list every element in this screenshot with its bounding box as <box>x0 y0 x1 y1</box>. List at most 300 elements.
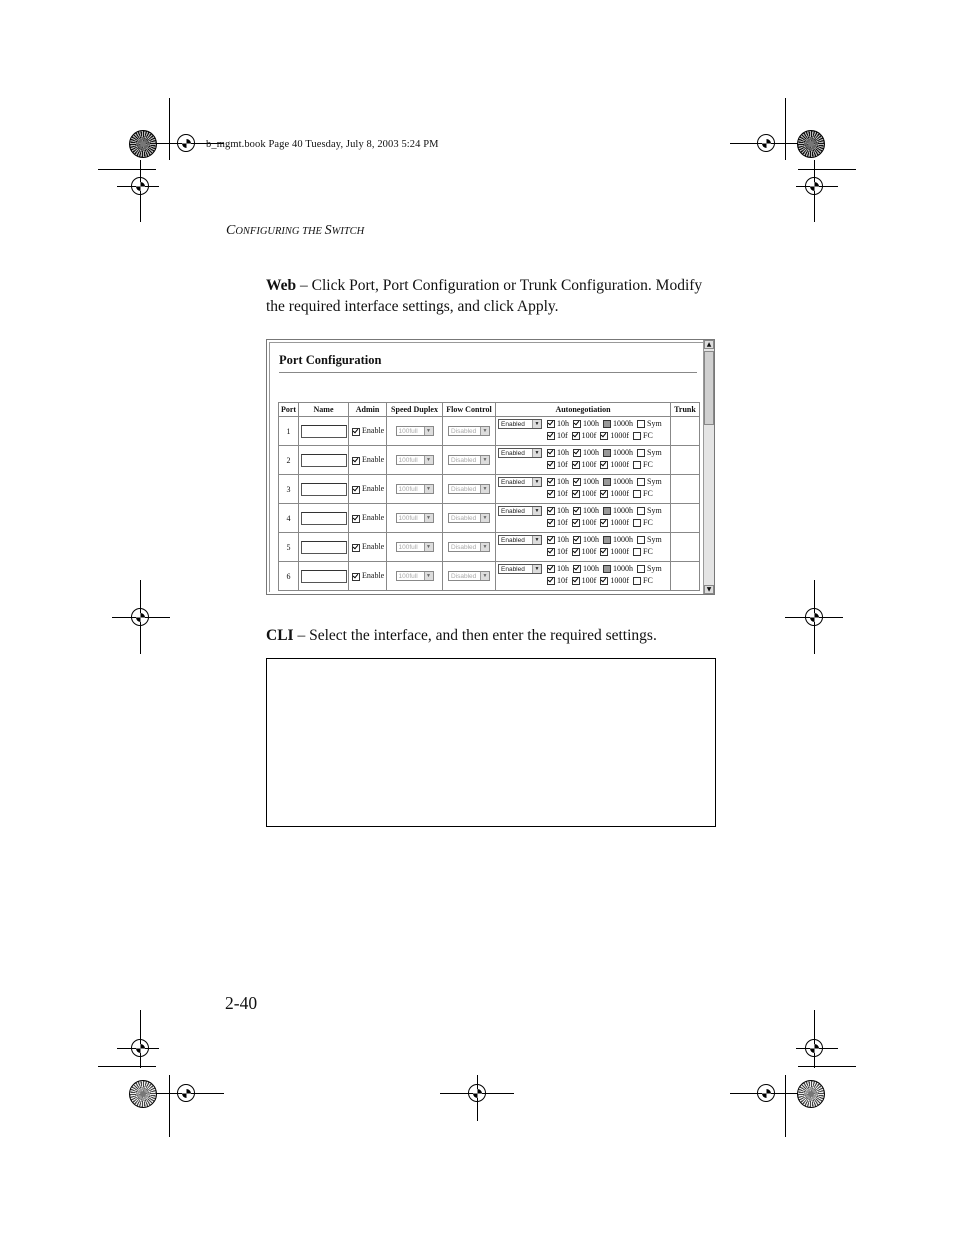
port-name-input[interactable] <box>301 425 347 438</box>
checkbox-icon[interactable] <box>547 577 555 585</box>
capability-label: 1000f <box>610 546 630 556</box>
checkbox-icon[interactable] <box>547 432 555 440</box>
checkbox-icon[interactable] <box>573 420 581 428</box>
capability-label: 10f <box>557 430 568 440</box>
speed-duplex-select[interactable] <box>396 455 434 465</box>
chevron-down-icon[interactable]: ▼ <box>424 543 433 551</box>
capability-option[interactable] <box>573 476 599 488</box>
capability-label: 100f <box>581 430 597 440</box>
capability-row-full <box>547 459 666 471</box>
name-cell <box>299 504 349 533</box>
capability-option[interactable] <box>633 517 653 529</box>
chevron-down-icon[interactable]: ▼ <box>532 420 541 428</box>
chevron-down-icon[interactable]: ▼ <box>480 543 489 551</box>
checkbox-icon[interactable] <box>572 461 580 469</box>
checkbox-icon[interactable] <box>600 548 608 556</box>
checkbox-icon[interactable] <box>547 536 555 544</box>
speed-duplex-select-value: 100full <box>398 428 418 436</box>
checkbox-icon[interactable] <box>603 507 611 515</box>
chevron-down-icon[interactable]: ▼ <box>532 536 541 544</box>
capability-label: 100h <box>583 477 599 486</box>
autonegotiation-value: Enabled <box>501 566 525 573</box>
capability-option[interactable] <box>572 546 597 558</box>
speed-duplex-select[interactable] <box>396 513 434 523</box>
checkbox-icon[interactable] <box>633 519 641 527</box>
admin-label: Enable <box>362 571 385 581</box>
capability-options <box>547 418 666 441</box>
speed-duplex-select-cell <box>387 504 443 533</box>
capability-option[interactable] <box>633 488 653 500</box>
admin-cell <box>349 446 387 475</box>
cli-example-box <box>266 658 716 827</box>
checkbox-icon[interactable] <box>572 548 580 556</box>
autonegotiation-cell <box>496 562 671 591</box>
checkbox-icon[interactable] <box>547 420 555 428</box>
capability-label: 10f <box>557 575 568 585</box>
capability-label: 10h <box>557 506 569 515</box>
scroll-down-icon[interactable]: ▼ <box>704 585 714 594</box>
capability-row-full <box>547 430 666 442</box>
scroll-thumb[interactable] <box>704 351 714 425</box>
capability-label: 10h <box>557 448 569 457</box>
trunk-cell <box>671 446 700 475</box>
cli-lead: CLI <box>266 627 294 644</box>
flow-control-select[interactable] <box>448 542 490 552</box>
checkbox-icon[interactable] <box>547 449 555 457</box>
capability-option[interactable] <box>637 418 662 430</box>
capability-option[interactable] <box>603 563 633 575</box>
name-cell <box>299 475 349 504</box>
title-divider <box>279 372 697 373</box>
vertical-scrollbar[interactable] <box>703 340 714 594</box>
speed-duplex-select[interactable] <box>396 571 434 581</box>
checkbox-icon[interactable] <box>352 457 360 465</box>
capability-label: Sym <box>647 477 662 486</box>
checkbox-icon[interactable] <box>603 536 611 544</box>
trunk-cell <box>671 533 700 562</box>
table-row <box>279 475 700 504</box>
flow-control-select[interactable] <box>448 484 490 494</box>
speed-duplex-select-cell <box>387 475 443 504</box>
admin-enable-checkbox[interactable] <box>349 542 384 551</box>
capability-option[interactable] <box>603 476 633 488</box>
capability-option[interactable] <box>547 459 568 471</box>
autonegotiation-select[interactable] <box>498 448 542 458</box>
column-header-speed-duplex: Speed Duplex <box>387 403 443 417</box>
table-row <box>279 446 700 475</box>
checkbox-icon[interactable] <box>637 565 645 573</box>
flow-control-select[interactable] <box>448 571 490 581</box>
checkbox-icon[interactable] <box>633 548 641 556</box>
capability-option[interactable] <box>547 430 568 442</box>
flow-control-select-value: Disabled <box>451 515 477 523</box>
capability-option[interactable] <box>600 459 629 471</box>
capability-label: 100h <box>583 506 599 515</box>
capability-label: 10f <box>557 546 568 556</box>
autonegotiation-select[interactable] <box>498 506 542 516</box>
table-row <box>279 417 700 446</box>
checkbox-icon[interactable] <box>600 432 608 440</box>
checkbox-icon[interactable] <box>573 536 581 544</box>
capability-option[interactable] <box>547 546 568 558</box>
speed-duplex-select-value: 100full <box>398 515 418 523</box>
autonegotiation-select[interactable] <box>498 564 542 574</box>
capability-row-full <box>547 546 666 558</box>
capability-label: 100f <box>581 488 597 498</box>
capability-option[interactable] <box>600 517 629 529</box>
capability-label: FC <box>643 430 653 440</box>
window-title: Port Configuration <box>279 353 382 367</box>
checkbox-icon[interactable] <box>633 490 641 498</box>
capability-option[interactable] <box>633 459 653 471</box>
checkbox-icon[interactable] <box>637 420 645 428</box>
capability-option[interactable] <box>547 488 568 500</box>
name-cell <box>299 417 349 446</box>
trunk-cell <box>671 475 700 504</box>
port-number: 2 <box>279 446 299 475</box>
capability-option[interactable] <box>603 418 633 430</box>
chevron-down-icon[interactable]: ▼ <box>480 485 489 493</box>
autonegotiation-group <box>496 504 670 532</box>
speed-duplex-select[interactable] <box>396 542 434 552</box>
flow-control-select[interactable] <box>448 513 490 523</box>
checkbox-icon[interactable] <box>352 544 360 552</box>
capability-label: FC <box>643 575 653 585</box>
capability-option[interactable] <box>547 476 569 488</box>
checkbox-icon[interactable] <box>637 536 645 544</box>
scroll-up-icon[interactable]: ▲ <box>704 340 714 349</box>
capability-label: 10f <box>557 459 568 469</box>
port-table <box>278 402 700 591</box>
capability-option[interactable] <box>547 418 569 430</box>
admin-label: Enable <box>362 484 385 494</box>
capability-label: 10h <box>557 477 569 486</box>
column-header-port: Port <box>279 403 299 417</box>
capability-row-half <box>547 418 666 430</box>
capability-options <box>547 476 666 499</box>
admin-enable-checkbox[interactable] <box>349 484 384 493</box>
capability-option[interactable] <box>637 505 662 517</box>
running-head-rest-2: WITCH <box>331 226 365 237</box>
capability-option[interactable] <box>600 546 629 558</box>
autonegotiation-value: Enabled <box>501 450 525 457</box>
checkbox-icon[interactable] <box>603 449 611 457</box>
speed-duplex-select-value: 100full <box>398 544 418 552</box>
capability-label: 100f <box>581 517 597 527</box>
capability-option[interactable] <box>573 505 599 517</box>
page-number: 2-40 <box>225 993 258 1013</box>
capability-label: 100f <box>581 575 597 585</box>
capability-label: 10f <box>557 488 568 498</box>
flow-control-select-value: Disabled <box>451 573 477 581</box>
capability-label: Sym <box>647 419 662 428</box>
speed-duplex-select-cell <box>387 417 443 446</box>
checkbox-icon[interactable] <box>572 432 580 440</box>
table-row <box>279 562 700 591</box>
capability-label: 1000f <box>610 517 630 527</box>
trunk-cell <box>671 504 700 533</box>
port-name-input[interactable] <box>301 541 347 554</box>
chevron-down-icon[interactable]: ▼ <box>480 456 489 464</box>
capability-option[interactable] <box>547 505 569 517</box>
autonegotiation-group <box>496 475 670 503</box>
checkbox-icon[interactable] <box>572 490 580 498</box>
capability-options <box>547 534 666 557</box>
running-head-cap-1: C <box>226 223 236 238</box>
name-cell <box>299 533 349 562</box>
flow-control-select-cell <box>443 417 496 446</box>
capability-label: Sym <box>647 564 662 573</box>
capability-label: FC <box>643 488 653 498</box>
flow-control-select-value: Disabled <box>451 486 477 494</box>
autonegotiation-cell <box>496 475 671 504</box>
speed-duplex-select-cell <box>387 446 443 475</box>
checkbox-icon[interactable] <box>633 577 641 585</box>
capability-option[interactable] <box>572 517 597 529</box>
capability-option[interactable] <box>603 505 633 517</box>
port-configuration-window <box>266 339 715 595</box>
table-row <box>279 533 700 562</box>
checkbox-icon[interactable] <box>603 565 611 573</box>
admin-cell <box>349 533 387 562</box>
speed-duplex-select[interactable] <box>396 484 434 494</box>
port-number: 1 <box>279 417 299 446</box>
speed-duplex-select-value: 100full <box>398 457 418 465</box>
checkbox-icon[interactable] <box>573 478 581 486</box>
autonegotiation-value: Enabled <box>501 508 525 515</box>
capability-option[interactable] <box>572 488 597 500</box>
autonegotiation-group <box>496 562 670 590</box>
admin-enable-checkbox[interactable] <box>349 426 384 435</box>
checkbox-icon[interactable] <box>600 461 608 469</box>
chevron-down-icon[interactable]: ▼ <box>424 456 433 464</box>
capability-label: 10f <box>557 517 568 527</box>
capability-option[interactable] <box>603 447 633 459</box>
web-lead: Web <box>266 277 297 294</box>
capability-row-full <box>547 575 666 587</box>
checkbox-icon[interactable] <box>603 478 611 486</box>
checkbox-icon[interactable] <box>547 548 555 556</box>
cli-text: – Select the interface, and then enter the required settings. <box>293 627 657 644</box>
checkbox-icon[interactable] <box>352 573 360 581</box>
capability-option[interactable] <box>572 459 597 471</box>
admin-label: Enable <box>362 513 385 523</box>
capability-option[interactable] <box>547 563 569 575</box>
autonegotiation-group <box>496 417 670 445</box>
chevron-down-icon[interactable]: ▼ <box>424 572 433 580</box>
name-cell <box>299 446 349 475</box>
capability-option[interactable] <box>603 534 633 546</box>
port-name-input[interactable] <box>301 483 347 496</box>
checkbox-icon[interactable] <box>547 565 555 573</box>
capability-option[interactable] <box>600 488 629 500</box>
autonegotiation-cell <box>496 417 671 446</box>
flow-control-select[interactable] <box>448 455 490 465</box>
admin-cell <box>349 562 387 591</box>
flow-control-select-cell <box>443 504 496 533</box>
capability-option[interactable] <box>637 534 662 546</box>
capability-label: 1000h <box>613 419 633 428</box>
chevron-down-icon[interactable]: ▼ <box>480 514 489 522</box>
flow-control-select-value: Disabled <box>451 428 477 436</box>
chevron-down-icon[interactable]: ▼ <box>532 478 541 486</box>
speed-duplex-select-value: 100full <box>398 573 418 581</box>
capability-label: 100f <box>581 459 597 469</box>
checkbox-icon[interactable] <box>573 449 581 457</box>
autonegotiation-cell <box>496 533 671 562</box>
capability-option[interactable] <box>573 563 599 575</box>
checkbox-icon[interactable] <box>572 519 580 527</box>
window-content <box>269 342 703 592</box>
autonegotiation-value: Enabled <box>501 479 525 486</box>
print-slug: b_mgmt.book Page 40 Tuesday, July 8, 2003 5:24 PM <box>206 139 439 150</box>
chevron-down-icon[interactable]: ▼ <box>480 427 489 435</box>
checkbox-icon[interactable] <box>637 478 645 486</box>
capability-row-half <box>547 505 666 517</box>
capability-option[interactable] <box>573 447 599 459</box>
chevron-down-icon[interactable]: ▼ <box>532 507 541 515</box>
flow-control-select-cell <box>443 562 496 591</box>
flow-control-select[interactable] <box>448 426 490 436</box>
chevron-down-icon[interactable]: ▼ <box>424 427 433 435</box>
trunk-cell <box>671 417 700 446</box>
admin-cell <box>349 417 387 446</box>
autonegotiation-value: Enabled <box>501 537 525 544</box>
capability-option[interactable] <box>637 563 662 575</box>
port-number: 5 <box>279 533 299 562</box>
port-number: 6 <box>279 562 299 591</box>
capability-label: 1000f <box>610 575 630 585</box>
capability-option[interactable] <box>633 430 653 442</box>
speed-duplex-select[interactable] <box>396 426 434 436</box>
capability-label: 1000f <box>610 488 630 498</box>
capability-label: 1000h <box>613 564 633 573</box>
capability-label: 1000f <box>610 430 630 440</box>
capability-label: FC <box>643 546 653 556</box>
checkbox-icon[interactable] <box>573 565 581 573</box>
checkbox-icon[interactable] <box>547 478 555 486</box>
capability-label: 1000h <box>613 535 633 544</box>
autonegotiation-group <box>496 533 670 561</box>
capability-option[interactable] <box>637 447 662 459</box>
checkbox-icon[interactable] <box>547 461 555 469</box>
autonegotiation-group <box>496 446 670 474</box>
admin-label: Enable <box>362 455 385 465</box>
capability-label: Sym <box>647 506 662 515</box>
capability-option[interactable] <box>572 575 597 587</box>
column-header-flow-control: Flow Control <box>443 403 496 417</box>
running-head-cap-2: S <box>324 223 332 238</box>
checkbox-icon[interactable] <box>637 449 645 457</box>
table-header <box>279 403 700 417</box>
checkbox-icon[interactable] <box>547 490 555 498</box>
capability-option[interactable] <box>547 447 569 459</box>
table-row <box>279 504 700 533</box>
flow-control-select-cell <box>443 446 496 475</box>
column-header-name: Name <box>299 403 349 417</box>
checkbox-icon[interactable] <box>547 507 555 515</box>
checkbox-icon[interactable] <box>600 577 608 585</box>
capability-option[interactable] <box>600 575 629 587</box>
admin-cell <box>349 504 387 533</box>
capability-row-half <box>547 534 666 546</box>
capability-row-half <box>547 563 666 575</box>
capability-option[interactable] <box>573 534 599 546</box>
capability-option[interactable] <box>633 546 653 558</box>
capability-option[interactable] <box>573 418 599 430</box>
capability-option[interactable] <box>600 430 629 442</box>
flow-control-select-cell <box>443 533 496 562</box>
capability-label: 10h <box>557 564 569 573</box>
checkbox-icon[interactable] <box>633 461 641 469</box>
capability-row-full <box>547 517 666 529</box>
chevron-down-icon[interactable]: ▼ <box>532 565 541 573</box>
capability-option[interactable] <box>547 534 569 546</box>
checkbox-icon[interactable] <box>352 515 360 523</box>
autonegotiation-select[interactable] <box>498 477 542 487</box>
web-paragraph <box>266 275 706 317</box>
checkbox-icon[interactable] <box>633 432 641 440</box>
capability-option[interactable] <box>547 575 568 587</box>
capability-label: 100h <box>583 564 599 573</box>
column-header-trunk: Trunk <box>671 403 700 417</box>
flow-control-select-cell <box>443 475 496 504</box>
capability-label: FC <box>643 517 653 527</box>
checkbox-icon[interactable] <box>600 490 608 498</box>
checkbox-icon[interactable] <box>600 519 608 527</box>
capability-option[interactable] <box>547 517 568 529</box>
capability-label: 1000h <box>613 506 633 515</box>
checkbox-icon[interactable] <box>573 507 581 515</box>
column-header-admin: Admin <box>349 403 387 417</box>
port-name-input[interactable] <box>301 454 347 467</box>
checkbox-icon[interactable] <box>637 507 645 515</box>
chevron-down-icon[interactable]: ▼ <box>480 572 489 580</box>
capability-options <box>547 563 666 586</box>
capability-option[interactable] <box>572 430 597 442</box>
capability-label: 1000f <box>610 459 630 469</box>
capability-row-half <box>547 447 666 459</box>
autonegotiation-select[interactable] <box>498 535 542 545</box>
checkbox-icon[interactable] <box>603 420 611 428</box>
speed-duplex-select-cell <box>387 562 443 591</box>
checkbox-icon[interactable] <box>352 428 360 436</box>
checkbox-icon[interactable] <box>547 519 555 527</box>
capability-option[interactable] <box>637 476 662 488</box>
port-number: 3 <box>279 475 299 504</box>
capability-label: 100f <box>581 546 597 556</box>
port-name-input[interactable] <box>301 570 347 583</box>
capability-label: FC <box>643 459 653 469</box>
checkbox-icon[interactable] <box>572 577 580 585</box>
admin-cell <box>349 475 387 504</box>
running-head-rest-1: ONFIGURING THE <box>235 226 325 237</box>
admin-enable-checkbox[interactable] <box>349 455 384 464</box>
capability-option[interactable] <box>633 575 653 587</box>
admin-enable-checkbox[interactable] <box>349 571 384 580</box>
port-name-input[interactable] <box>301 512 347 525</box>
autonegotiation-cell <box>496 504 671 533</box>
chevron-down-icon[interactable]: ▼ <box>424 485 433 493</box>
capability-label: 1000h <box>613 477 633 486</box>
port-number: 4 <box>279 504 299 533</box>
checkbox-icon[interactable] <box>352 486 360 494</box>
table-body <box>279 417 700 591</box>
chevron-down-icon[interactable]: ▼ <box>424 514 433 522</box>
autonegotiation-select[interactable] <box>498 419 542 429</box>
chevron-down-icon[interactable]: ▼ <box>532 449 541 457</box>
admin-enable-checkbox[interactable] <box>349 513 384 522</box>
